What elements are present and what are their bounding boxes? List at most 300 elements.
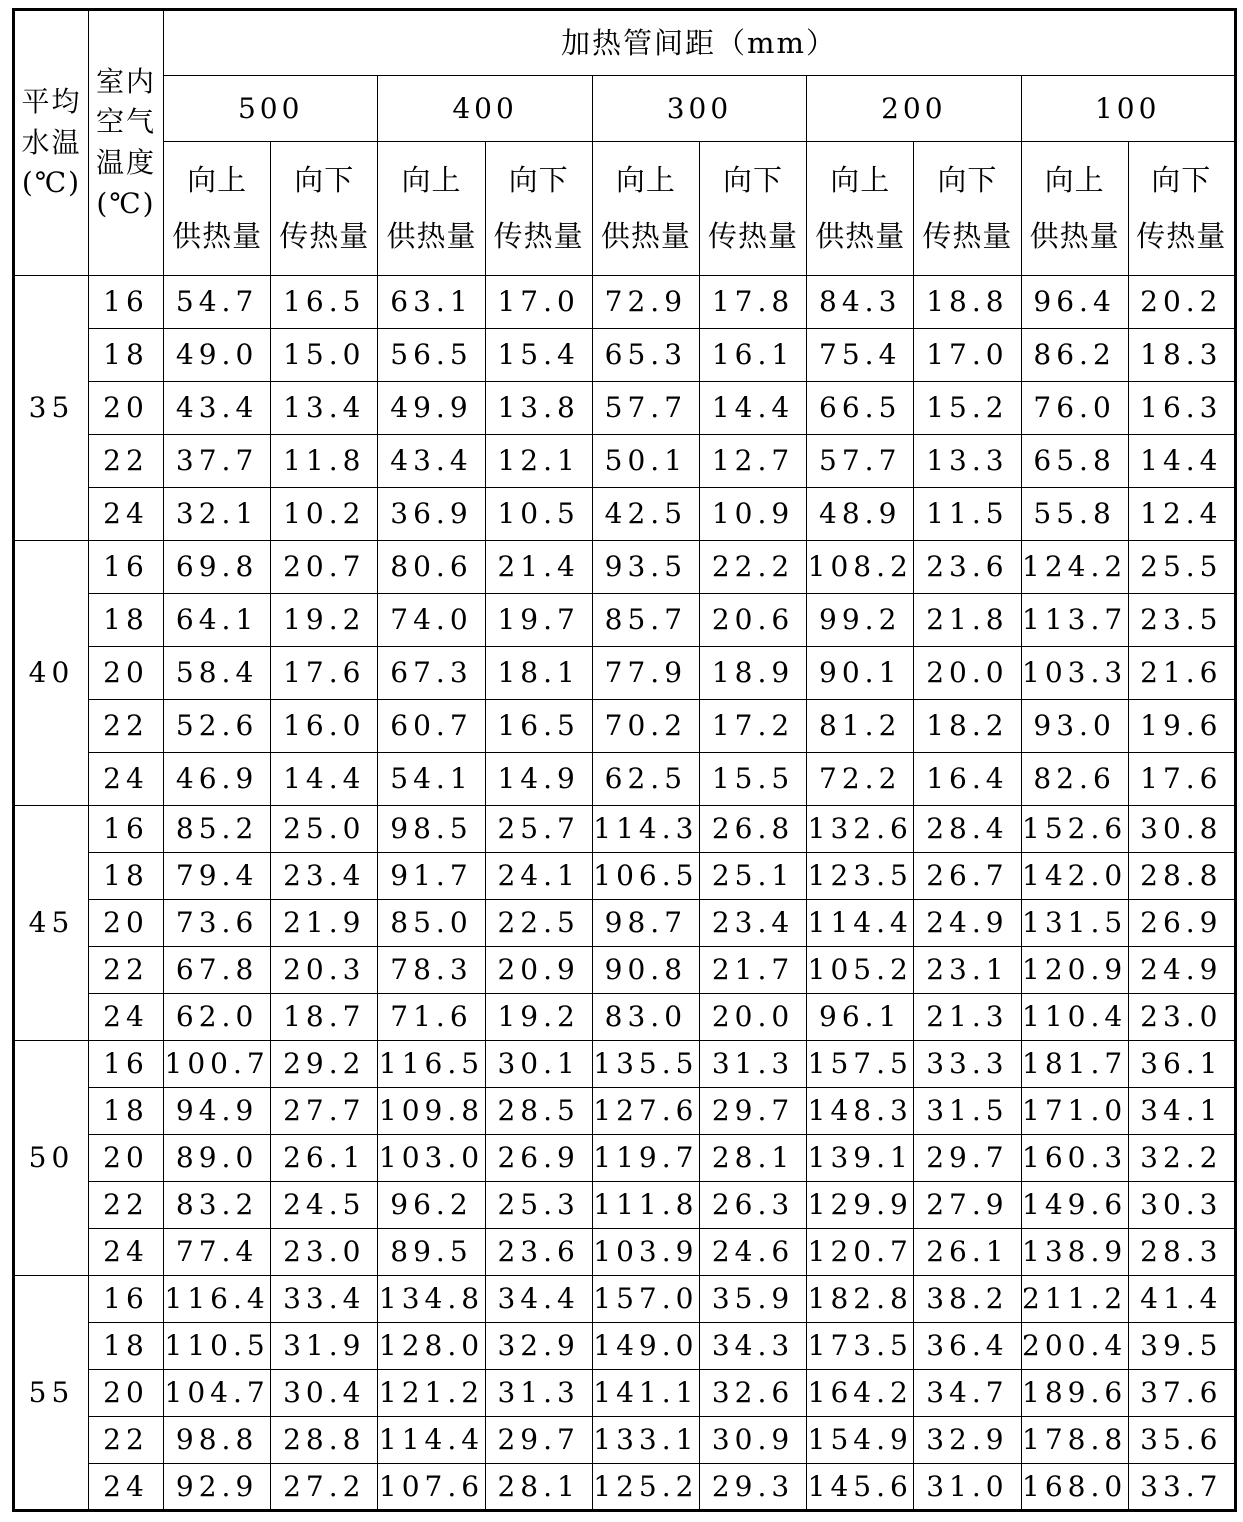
downward-heat-value: 23.6	[485, 1229, 592, 1276]
downward-heat-value: 26.7	[914, 853, 1021, 900]
upward-heat-value: 189.6	[1021, 1370, 1128, 1417]
upward-heat-value: 119.7	[592, 1135, 699, 1182]
downward-heat-value: 17.0	[485, 276, 592, 329]
indoor-air-temp-cell: 16	[89, 541, 164, 594]
upward-heat-value: 103.0	[378, 1135, 485, 1182]
downward-heat-value: 25.5	[1128, 541, 1235, 594]
downward-heat-value: 29.7	[699, 1088, 806, 1135]
upward-heat-value: 141.1	[592, 1370, 699, 1417]
downward-heat-value: 20.7	[271, 541, 378, 594]
downward-heat-value: 24.5	[271, 1182, 378, 1229]
downward-heat-value: 29.7	[485, 1417, 592, 1464]
downward-heat-value: 14.4	[271, 753, 378, 806]
downward-heat-value: 38.2	[914, 1276, 1021, 1323]
downward-heat-value: 39.5	[1128, 1323, 1235, 1370]
upward-heat-value: 134.8	[378, 1276, 485, 1323]
upward-heat-value: 103.3	[1021, 647, 1128, 700]
upward-heat-value: 110.5	[164, 1323, 271, 1370]
downward-heat-value: 19.2	[485, 994, 592, 1041]
header-avg-water-temp-line: 水温	[21, 125, 82, 159]
downward-heat-value: 24.9	[914, 900, 1021, 947]
header-spacing-400: 400	[378, 76, 592, 142]
downward-heat-value: 12.4	[1128, 488, 1235, 541]
downward-heat-value: 30.3	[1128, 1182, 1235, 1229]
upward-heat-value: 149.0	[592, 1323, 699, 1370]
downward-heat-value: 21.8	[914, 594, 1021, 647]
upward-heat-value: 100.7	[164, 1041, 271, 1088]
downward-heat-value: 26.9	[485, 1135, 592, 1182]
indoor-air-temp-cell: 22	[89, 435, 164, 488]
downward-heat-value: 18.1	[485, 647, 592, 700]
upward-heat-value: 90.1	[807, 647, 914, 700]
indoor-air-temp-cell: 16	[89, 806, 164, 853]
downward-heat-value: 16.5	[271, 276, 378, 329]
header-indoor-air-temp-line: (℃)	[96, 186, 156, 220]
header-direction-line: 传热量	[922, 218, 1013, 253]
upward-heat-value: 83.0	[592, 994, 699, 1041]
header-direction-line: 向下	[723, 163, 784, 198]
upward-heat-value: 98.8	[164, 1417, 271, 1464]
upward-heat-value: 99.2	[807, 594, 914, 647]
table-row	[14, 1417, 1236, 1464]
downward-heat-value: 30.9	[699, 1417, 806, 1464]
upward-heat-value: 85.0	[378, 900, 485, 947]
downward-heat-value: 27.7	[271, 1088, 378, 1135]
header-downward-heat	[485, 142, 592, 276]
upward-heat-value: 145.6	[807, 1464, 914, 1511]
downward-heat-value: 14.9	[485, 753, 592, 806]
upward-heat-value: 110.4	[1021, 994, 1128, 1041]
downward-heat-value: 18.7	[271, 994, 378, 1041]
downward-heat-value: 34.3	[699, 1323, 806, 1370]
downward-heat-value: 27.9	[914, 1182, 1021, 1229]
header-direction-line: 传热量	[279, 218, 370, 253]
header-row-direction	[14, 142, 1236, 276]
upward-heat-value: 55.8	[1021, 488, 1128, 541]
upward-heat-value: 69.8	[164, 541, 271, 594]
avg-water-temp-cell: 35	[14, 276, 89, 541]
indoor-air-temp-cell: 16	[89, 1041, 164, 1088]
downward-heat-value: 13.8	[485, 382, 592, 435]
upward-heat-value: 114.3	[592, 806, 699, 853]
upward-heat-value: 96.1	[807, 994, 914, 1041]
downward-heat-value: 14.4	[1128, 435, 1235, 488]
header-spacing-300: 300	[592, 76, 806, 142]
header-downward-heat	[271, 142, 378, 276]
downward-heat-value: 31.5	[914, 1088, 1021, 1135]
table-row	[14, 329, 1236, 382]
upward-heat-value: 200.4	[1021, 1323, 1128, 1370]
downward-heat-value: 19.6	[1128, 700, 1235, 753]
upward-heat-value: 73.6	[164, 900, 271, 947]
upward-heat-value: 139.1	[807, 1135, 914, 1182]
upward-heat-value: 66.5	[807, 382, 914, 435]
header-direction-line: 供热量	[815, 218, 906, 253]
upward-heat-value: 72.2	[807, 753, 914, 806]
upward-heat-value: 127.6	[592, 1088, 699, 1135]
downward-heat-value: 41.4	[1128, 1276, 1235, 1323]
upward-heat-value: 93.0	[1021, 700, 1128, 753]
downward-heat-value: 21.6	[1128, 647, 1235, 700]
table-row	[14, 594, 1236, 647]
downward-heat-value: 31.3	[485, 1370, 592, 1417]
downward-heat-value: 25.1	[699, 853, 806, 900]
downward-heat-value: 20.9	[485, 947, 592, 994]
header-direction-line: 供热量	[1029, 218, 1120, 253]
downward-heat-value: 28.1	[485, 1464, 592, 1511]
table-row	[14, 700, 1236, 753]
header-direction-line: 传热量	[493, 218, 584, 253]
upward-heat-value: 103.9	[592, 1229, 699, 1276]
header-upward-heat	[1021, 142, 1128, 276]
table-row	[14, 1370, 1236, 1417]
header-direction-line: 向上	[830, 163, 891, 198]
downward-heat-value: 31.9	[271, 1323, 378, 1370]
table-row	[14, 947, 1236, 994]
indoor-air-temp-cell: 16	[89, 1276, 164, 1323]
upward-heat-value: 60.7	[378, 700, 485, 753]
downward-heat-value: 15.5	[699, 753, 806, 806]
header-upward-heat	[807, 142, 914, 276]
header-downward-heat	[699, 142, 806, 276]
upward-heat-value: 124.2	[1021, 541, 1128, 594]
table-row	[14, 806, 1236, 853]
downward-heat-value: 17.0	[914, 329, 1021, 382]
upward-heat-value: 67.3	[378, 647, 485, 700]
upward-heat-value: 157.5	[807, 1041, 914, 1088]
table-row	[14, 382, 1236, 435]
downward-heat-value: 17.6	[1128, 753, 1235, 806]
downward-heat-value: 13.4	[271, 382, 378, 435]
upward-heat-value: 168.0	[1021, 1464, 1128, 1511]
upward-heat-value: 82.6	[1021, 753, 1128, 806]
upward-heat-value: 90.8	[592, 947, 699, 994]
downward-heat-value: 29.3	[699, 1464, 806, 1511]
downward-heat-value: 18.2	[914, 700, 1021, 753]
upward-heat-value: 77.9	[592, 647, 699, 700]
table-row	[14, 1464, 1236, 1511]
upward-heat-value: 104.7	[164, 1370, 271, 1417]
header-indoor-air-temp-line: 室内	[95, 64, 156, 98]
upward-heat-value: 80.6	[378, 541, 485, 594]
downward-heat-value: 35.9	[699, 1276, 806, 1323]
upward-heat-value: 84.3	[807, 276, 914, 329]
downward-heat-value: 21.4	[485, 541, 592, 594]
downward-heat-value: 26.3	[699, 1182, 806, 1229]
table-row	[14, 994, 1236, 1041]
upward-heat-value: 77.4	[164, 1229, 271, 1276]
indoor-air-temp-cell: 22	[89, 700, 164, 753]
downward-heat-value: 17.6	[271, 647, 378, 700]
upward-heat-value: 164.2	[807, 1370, 914, 1417]
downward-heat-value: 23.0	[271, 1229, 378, 1276]
downward-heat-value: 25.0	[271, 806, 378, 853]
upward-heat-value: 132.6	[807, 806, 914, 853]
avg-water-temp-cell: 55	[14, 1276, 89, 1511]
downward-heat-value: 33.4	[271, 1276, 378, 1323]
upward-heat-value: 111.8	[592, 1182, 699, 1229]
header-spacing-200: 200	[807, 76, 1021, 142]
upward-heat-value: 46.9	[164, 753, 271, 806]
downward-heat-value: 36.1	[1128, 1041, 1235, 1088]
downward-heat-value: 31.3	[699, 1041, 806, 1088]
upward-heat-value: 211.2	[1021, 1276, 1128, 1323]
downward-heat-value: 23.5	[1128, 594, 1235, 647]
indoor-air-temp-cell: 24	[89, 1229, 164, 1276]
upward-heat-value: 67.8	[164, 947, 271, 994]
upward-heat-value: 108.2	[807, 541, 914, 594]
upward-heat-value: 81.2	[807, 700, 914, 753]
upward-heat-value: 138.9	[1021, 1229, 1128, 1276]
downward-heat-value: 16.1	[699, 329, 806, 382]
header-direction-line: 向下	[294, 163, 355, 198]
table-row	[14, 900, 1236, 947]
downward-heat-value: 28.8	[1128, 853, 1235, 900]
indoor-air-temp-cell: 20	[89, 900, 164, 947]
upward-heat-value: 75.4	[807, 329, 914, 382]
upward-heat-value: 89.5	[378, 1229, 485, 1276]
header-upward-heat	[378, 142, 485, 276]
upward-heat-value: 148.3	[807, 1088, 914, 1135]
upward-heat-value: 91.7	[378, 853, 485, 900]
upward-heat-value: 120.9	[1021, 947, 1128, 994]
downward-heat-value: 20.2	[1128, 276, 1235, 329]
upward-heat-value: 98.7	[592, 900, 699, 947]
table-row	[14, 753, 1236, 806]
indoor-air-temp-cell: 24	[89, 753, 164, 806]
upward-heat-value: 49.9	[378, 382, 485, 435]
upward-heat-value: 109.8	[378, 1088, 485, 1135]
downward-heat-value: 15.0	[271, 329, 378, 382]
upward-heat-value: 86.2	[1021, 329, 1128, 382]
downward-heat-value: 15.2	[914, 382, 1021, 435]
upward-heat-value: 94.9	[164, 1088, 271, 1135]
upward-heat-value: 182.8	[807, 1276, 914, 1323]
header-avg-water-temp	[14, 10, 89, 276]
table-row	[14, 1229, 1236, 1276]
downward-heat-value: 17.8	[699, 276, 806, 329]
upward-heat-value: 114.4	[807, 900, 914, 947]
downward-heat-value: 28.5	[485, 1088, 592, 1135]
downward-heat-value: 12.7	[699, 435, 806, 488]
header-direction-line: 向下	[508, 163, 569, 198]
upward-heat-value: 36.9	[378, 488, 485, 541]
upward-heat-value: 96.4	[1021, 276, 1128, 329]
header-direction-line: 向上	[401, 163, 462, 198]
downward-heat-value: 18.3	[1128, 329, 1235, 382]
downward-heat-value: 32.2	[1128, 1135, 1235, 1182]
header-downward-heat	[1128, 142, 1235, 276]
upward-heat-value: 57.7	[807, 435, 914, 488]
upward-heat-value: 133.1	[592, 1417, 699, 1464]
downward-heat-value: 15.4	[485, 329, 592, 382]
downward-heat-value: 20.3	[271, 947, 378, 994]
upward-heat-value: 120.7	[807, 1229, 914, 1276]
downward-heat-value: 36.4	[914, 1323, 1021, 1370]
table-row	[14, 276, 1236, 329]
header-direction-line: 向上	[1044, 163, 1105, 198]
upward-heat-value: 74.0	[378, 594, 485, 647]
header-direction-line: 传热量	[708, 218, 799, 253]
header-direction-line: 向下	[937, 163, 998, 198]
downward-heat-value: 10.2	[271, 488, 378, 541]
upward-heat-value: 154.9	[807, 1417, 914, 1464]
upward-heat-value: 65.8	[1021, 435, 1128, 488]
upward-heat-value: 98.5	[378, 806, 485, 853]
upward-heat-value: 181.7	[1021, 1041, 1128, 1088]
upward-heat-value: 178.8	[1021, 1417, 1128, 1464]
downward-heat-value: 19.7	[485, 594, 592, 647]
header-direction-line: 供热量	[386, 218, 477, 253]
downward-heat-value: 28.1	[699, 1135, 806, 1182]
upward-heat-value: 56.5	[378, 329, 485, 382]
downward-heat-value: 25.3	[485, 1182, 592, 1229]
heat-output-table	[12, 8, 1237, 1512]
header-avg-water-temp-line: 平均	[21, 85, 82, 119]
indoor-air-temp-cell: 24	[89, 994, 164, 1041]
header-avg-water-temp-line: (℃)	[21, 166, 82, 200]
upward-heat-value: 171.0	[1021, 1088, 1128, 1135]
downward-heat-value: 20.0	[914, 647, 1021, 700]
indoor-air-temp-cell: 22	[89, 1182, 164, 1229]
upward-heat-value: 106.5	[592, 853, 699, 900]
downward-heat-value: 29.2	[271, 1041, 378, 1088]
downward-heat-value: 33.3	[914, 1041, 1021, 1088]
downward-heat-value: 13.3	[914, 435, 1021, 488]
header-row-spacing	[14, 10, 1236, 76]
downward-heat-value: 18.9	[699, 647, 806, 700]
upward-heat-value: 149.6	[1021, 1182, 1128, 1229]
downward-heat-value: 24.9	[1128, 947, 1235, 994]
upward-heat-value: 54.1	[378, 753, 485, 806]
header-direction-line: 向上	[187, 163, 248, 198]
indoor-air-temp-cell: 16	[89, 276, 164, 329]
upward-heat-value: 50.1	[592, 435, 699, 488]
header-upward-heat	[164, 142, 271, 276]
downward-heat-value: 32.9	[914, 1417, 1021, 1464]
indoor-air-temp-cell: 22	[89, 947, 164, 994]
upward-heat-value: 152.6	[1021, 806, 1128, 853]
header-direction-line: 传热量	[1136, 218, 1227, 253]
upward-heat-value: 121.2	[378, 1370, 485, 1417]
header-pipe-spacing: 加热管间距（mm）	[164, 10, 1236, 76]
upward-heat-value: 76.0	[1021, 382, 1128, 435]
downward-heat-value: 37.6	[1128, 1370, 1235, 1417]
upward-heat-value: 72.9	[592, 276, 699, 329]
upward-heat-value: 116.4	[164, 1276, 271, 1323]
header-upward-heat	[592, 142, 699, 276]
upward-heat-value: 128.0	[378, 1323, 485, 1370]
indoor-air-temp-cell: 20	[89, 647, 164, 700]
upward-heat-value: 116.5	[378, 1041, 485, 1088]
indoor-air-temp-cell: 18	[89, 1088, 164, 1135]
table-row	[14, 488, 1236, 541]
upward-heat-value: 43.4	[378, 435, 485, 488]
table-body	[14, 10, 1236, 1511]
header-direction-line: 向上	[615, 163, 676, 198]
upward-heat-value: 54.7	[164, 276, 271, 329]
indoor-air-temp-cell: 24	[89, 1464, 164, 1511]
downward-heat-value: 28.4	[914, 806, 1021, 853]
downward-heat-value: 22.5	[485, 900, 592, 947]
downward-heat-value: 29.7	[914, 1135, 1021, 1182]
downward-heat-value: 11.5	[914, 488, 1021, 541]
table-row	[14, 1088, 1236, 1135]
downward-heat-value: 16.3	[1128, 382, 1235, 435]
upward-heat-value: 79.4	[164, 853, 271, 900]
downward-heat-value: 34.1	[1128, 1088, 1235, 1135]
upward-heat-value: 37.7	[164, 435, 271, 488]
table-row	[14, 435, 1236, 488]
upward-heat-value: 105.2	[807, 947, 914, 994]
downward-heat-value: 32.6	[699, 1370, 806, 1417]
upward-heat-value: 157.0	[592, 1276, 699, 1323]
downward-heat-value: 28.3	[1128, 1229, 1235, 1276]
downward-heat-value: 23.1	[914, 947, 1021, 994]
downward-heat-value: 33.7	[1128, 1464, 1235, 1511]
indoor-air-temp-cell: 18	[89, 329, 164, 382]
downward-heat-value: 26.1	[914, 1229, 1021, 1276]
upward-heat-value: 42.5	[592, 488, 699, 541]
table-row	[14, 541, 1236, 594]
header-row-spacing-values	[14, 76, 1236, 142]
upward-heat-value: 123.5	[807, 853, 914, 900]
downward-heat-value: 16.0	[271, 700, 378, 753]
header-downward-heat	[914, 142, 1021, 276]
downward-heat-value: 23.4	[699, 900, 806, 947]
indoor-air-temp-cell: 24	[89, 488, 164, 541]
upward-heat-value: 135.5	[592, 1041, 699, 1088]
upward-heat-value: 70.2	[592, 700, 699, 753]
upward-heat-value: 63.1	[378, 276, 485, 329]
downward-heat-value: 35.6	[1128, 1417, 1235, 1464]
table-row	[14, 1135, 1236, 1182]
downward-heat-value: 16.4	[914, 753, 1021, 806]
table-row	[14, 1276, 1236, 1323]
upward-heat-value: 89.0	[164, 1135, 271, 1182]
header-indoor-air-temp	[89, 10, 164, 276]
downward-heat-value: 28.8	[271, 1417, 378, 1464]
upward-heat-value: 125.2	[592, 1464, 699, 1511]
downward-heat-value: 26.8	[699, 806, 806, 853]
header-direction-line: 供热量	[172, 218, 263, 253]
downward-heat-value: 24.1	[485, 853, 592, 900]
upward-heat-value: 142.0	[1021, 853, 1128, 900]
upward-heat-value: 71.6	[378, 994, 485, 1041]
indoor-air-temp-cell: 20	[89, 1135, 164, 1182]
avg-water-temp-cell: 50	[14, 1041, 89, 1276]
table-row	[14, 1041, 1236, 1088]
downward-heat-value: 34.7	[914, 1370, 1021, 1417]
upward-heat-value: 48.9	[807, 488, 914, 541]
downward-heat-value: 21.3	[914, 994, 1021, 1041]
downward-heat-value: 25.7	[485, 806, 592, 853]
avg-water-temp-cell: 40	[14, 541, 89, 806]
downward-heat-value: 10.9	[699, 488, 806, 541]
downward-heat-value: 32.9	[485, 1323, 592, 1370]
downward-heat-value: 26.9	[1128, 900, 1235, 947]
downward-heat-value: 22.2	[699, 541, 806, 594]
upward-heat-value: 107.6	[378, 1464, 485, 1511]
upward-heat-value: 85.7	[592, 594, 699, 647]
header-indoor-air-temp-line: 空气	[95, 105, 156, 139]
upward-heat-value: 58.4	[164, 647, 271, 700]
downward-heat-value: 24.6	[699, 1229, 806, 1276]
header-direction-line: 向下	[1151, 163, 1212, 198]
table-row	[14, 1323, 1236, 1370]
upward-heat-value: 65.3	[592, 329, 699, 382]
downward-heat-value: 18.8	[914, 276, 1021, 329]
